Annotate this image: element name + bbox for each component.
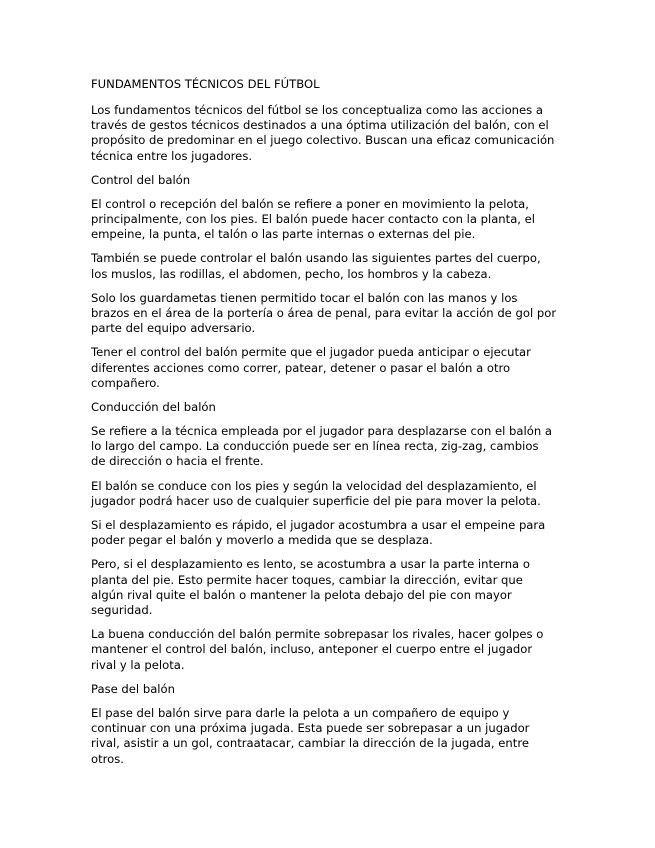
text-line: Se refiere a la técnica empleada por el jugador para desplazarse con el balón a bbox=[91, 424, 552, 439]
text-line: lo largo del campo. La conducción puede ser en línea recta, zig-zag, cambios bbox=[91, 439, 539, 454]
paragraph bbox=[91, 291, 575, 337]
text-line: Si el desplazamiento es rápido, el jugador acostumbra a usar el empeine para bbox=[91, 518, 546, 533]
paragraph bbox=[91, 251, 575, 281]
paragraph bbox=[91, 518, 575, 548]
text-line: través de gestos técnicos destinados a una óptima utilización del balón, con el bbox=[91, 118, 549, 133]
text-line: Los fundamentos técnicos del fútbol se los conceptualiza como las acciones a bbox=[91, 103, 543, 117]
paragraph bbox=[91, 197, 575, 243]
text-line: técnica entre los jugadores. bbox=[91, 148, 253, 163]
text-line: compañero. bbox=[91, 375, 160, 390]
paragraph bbox=[91, 627, 575, 673]
document-title: FUNDAMENTOS TÉCNICOS DEL FÚTBOL bbox=[91, 77, 320, 91]
text-line: principalmente, con los pies. El balón puede hacer contacto con la planta, el bbox=[91, 212, 536, 227]
text-line: propósito de predominar en el juego colectivo. Buscan una eficaz comunicación bbox=[91, 133, 555, 148]
section-heading-control: Control del balón bbox=[91, 172, 191, 187]
text-line: continuar con una próxima jugada. Esta puede ser sobrepasar a un jugador bbox=[91, 721, 530, 736]
intro-paragraph bbox=[91, 103, 575, 164]
text-line: poder pegar el balón y moverlo a medida que se desplaza. bbox=[91, 533, 433, 548]
text-line: seguridad. bbox=[91, 603, 153, 618]
section-heading-conduccion: Conducción del balón bbox=[91, 400, 216, 415]
text-line: También se puede controlar el balón usando las siguientes partes del cuerpo, bbox=[91, 251, 541, 266]
text-line: de dirección o hacia el frente. bbox=[91, 454, 264, 469]
text-line: algún rival quite el balón o mantener la pelota debajo del pie con mayor bbox=[91, 587, 512, 602]
text-line: rival, asistir a un gol, contraatacar, cambiar la dirección de la jugada, entre bbox=[91, 736, 529, 751]
paragraph bbox=[91, 557, 575, 618]
text-line: otros. bbox=[91, 751, 124, 766]
text-line: jugador podrá hacer uso de cualquier superficie del pie para mover la pelota. bbox=[91, 493, 541, 508]
text-line: planta del pie. Esto permite hacer toques, cambiar la dirección, evitar que bbox=[91, 572, 523, 587]
text-line: Tener el control del balón permite que el jugador pueda anticipar o ejecutar bbox=[91, 345, 531, 360]
text-line: El control o recepción del balón se refiere a poner en movimiento la pelota, bbox=[91, 196, 529, 211]
text-line: El pase del balón sirve para darle la pelota a un compañero de equipo y bbox=[91, 705, 510, 720]
text-line: El balón se conduce con los pies y según la velocidad del desplazamiento, el bbox=[91, 478, 537, 493]
section-heading-pase: Pase del balón bbox=[91, 681, 175, 696]
text-line: Solo los guardametas tienen permitido tocar el balón con las manos y los bbox=[91, 290, 518, 305]
paragraph bbox=[91, 345, 575, 391]
text-line: La buena conducción del balón permite sobrepasar los rivales, hacer golpes o bbox=[91, 627, 544, 642]
paragraph bbox=[91, 706, 575, 767]
text-line: parte del equipo adversario. bbox=[91, 321, 256, 336]
text-line: diferentes acciones como correr, patear, detener o pasar el balón a otro bbox=[91, 360, 511, 375]
text-line: mantener el control del balón, incluso, anteponer el cuerpo entre el jugador bbox=[91, 642, 533, 657]
text-line: rival y la pelota. bbox=[91, 657, 185, 672]
paragraph bbox=[91, 479, 575, 509]
text-line: los muslos, las rodillas, el abdomen, pecho, los hombros y la cabeza. bbox=[91, 266, 492, 281]
text-line: empeine, la punta, el talón o las parte internas o externas del pie. bbox=[91, 227, 476, 242]
text-line: brazos en el área de la portería o área de penal, para evitar la acción de gol por bbox=[91, 306, 557, 321]
paragraph bbox=[91, 424, 575, 470]
text-line: Pero, si el desplazamiento es lento, se acostumbra a usar la parte interna o bbox=[91, 557, 530, 572]
